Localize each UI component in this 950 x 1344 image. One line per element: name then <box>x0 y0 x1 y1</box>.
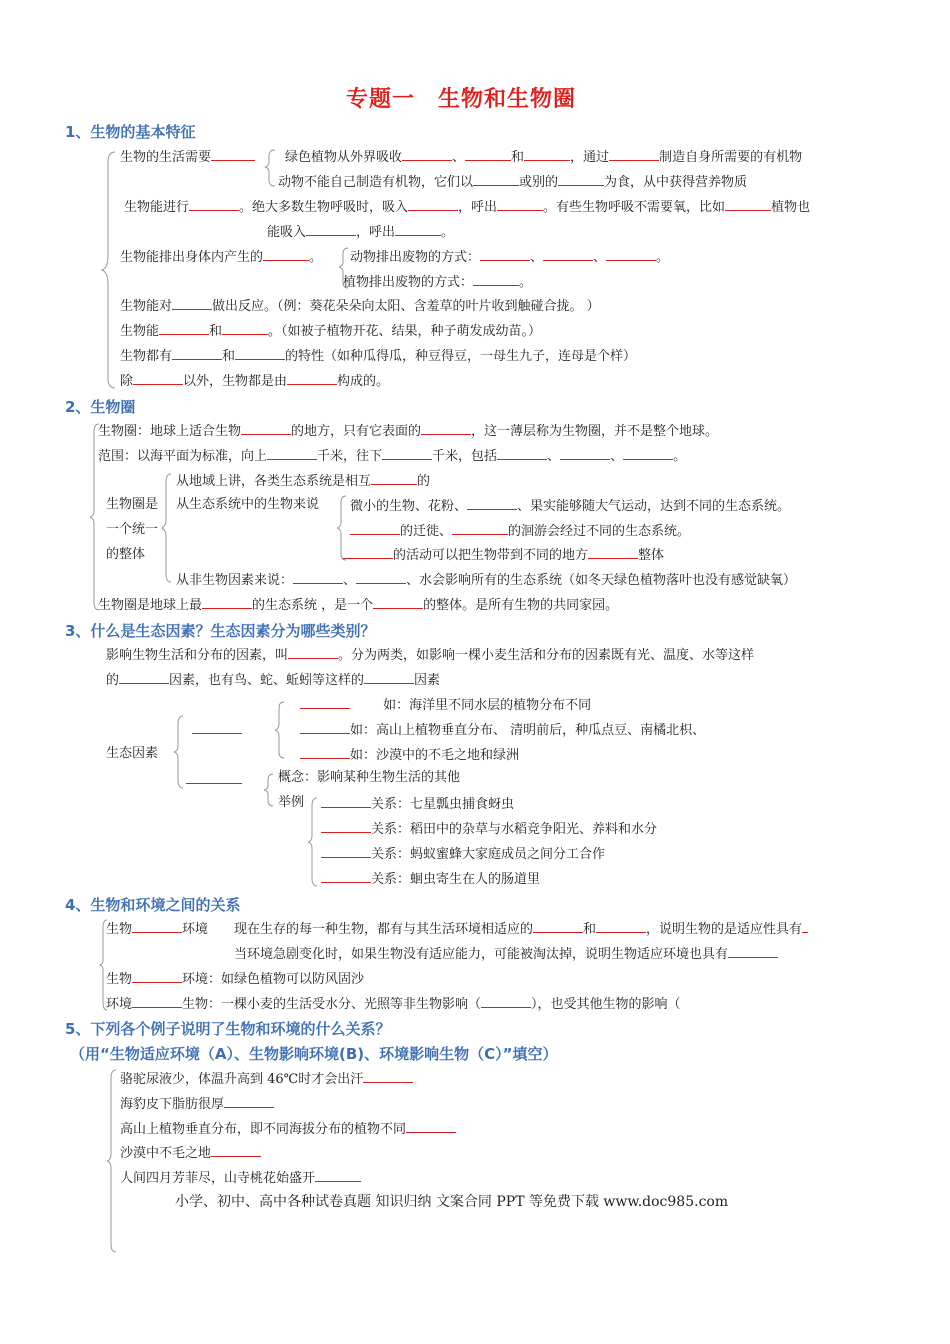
blank[interactable] <box>588 545 638 559</box>
s5-item-5: 人间四月芳菲尽，山寺桃花始盛开 <box>120 1168 361 1188</box>
blank[interactable] <box>321 844 371 858</box>
blank[interactable] <box>382 446 432 460</box>
blank[interactable] <box>241 421 291 435</box>
blank[interactable] <box>211 147 255 161</box>
section-4-heading: 4、生物和环境之间的关系 <box>65 896 241 914</box>
blank[interactable] <box>356 570 406 584</box>
blank[interactable] <box>159 321 209 335</box>
s2-line9: 生物圈是地球上最 的生态系统 ，是一个 的整体。是所有生物的共同家园。 <box>98 595 618 615</box>
s3-e1: 关系：七星瓢虫捕食蚜虫 <box>321 794 514 814</box>
s4-line4: 环境 生物：一棵小麦的生活受水分、光照等非生物影响（ ），也受其他生物的影响（ <box>106 994 681 1014</box>
blank[interactable] <box>267 446 317 460</box>
s3-abiotic-blank <box>192 720 242 740</box>
brace-s5 <box>105 1068 119 1254</box>
blank[interactable] <box>172 346 222 360</box>
s4-line1-left: 生物 环境 <box>106 919 208 939</box>
blank[interactable] <box>467 496 517 510</box>
blank[interactable] <box>300 695 350 709</box>
blank[interactable] <box>189 197 239 211</box>
blank[interactable] <box>293 570 343 584</box>
blank[interactable] <box>395 222 441 236</box>
s2-r4: 的迁徙、 的洄游会经过不同的生态系统。 <box>350 521 690 541</box>
s2-line1: 生物圈：地球上适合生物 的地方，只有它表面的 ，这一薄层称为生物圈，并不是整个地球。 <box>98 421 718 441</box>
blank[interactable] <box>133 371 183 385</box>
blank[interactable] <box>132 969 182 983</box>
s3-e3: 关系：蚂蚁蜜蜂大家庭成员之间分工合作 <box>321 844 605 864</box>
blank[interactable] <box>315 1168 361 1182</box>
s5-item-4: 沙漠中不毛之地 <box>120 1143 261 1163</box>
s4-line1-right: 现在生存的每一种生物，都有与其生活环境相适应的 和 ，说明生物的是适应性具有 <box>234 919 808 939</box>
section-5-subheading: （用“生物适应环境（A）、生物影响环境(B)、环境影响生物（C）”填空） <box>70 1045 558 1063</box>
blank[interactable] <box>186 770 242 784</box>
blank[interactable] <box>421 421 471 435</box>
blank[interactable] <box>596 919 646 933</box>
s3-line2: 的 因素，也有鸟、蛇、蚯蚓等这样的 因素 <box>106 670 440 690</box>
blank[interactable] <box>802 919 808 933</box>
section-5-heading: 5、下列各个例子说明了生物和环境的什么关系？ <box>65 1020 391 1038</box>
s1-line7: 生物能对 做出反应。（例：葵花朵朵向太阳、含羞草的叶片收到触碰合拢。 ） <box>120 296 600 316</box>
blank[interactable] <box>119 670 169 684</box>
blank[interactable] <box>321 869 371 883</box>
brace-s3-biotic <box>262 772 276 808</box>
s3-a3: 如：沙漠中的不毛之地和绿洲 <box>300 745 519 765</box>
s1-line6: 植物排出废物的方式： 。 <box>343 272 532 292</box>
blank[interactable] <box>300 745 350 759</box>
s1-line10: 除 以外，生物都是由 构成的。 <box>120 371 389 391</box>
blank[interactable] <box>132 919 182 933</box>
blank[interactable] <box>533 919 583 933</box>
page-title: 专题一 生物和生物圈 <box>346 86 577 112</box>
s3-biotic-blank <box>186 770 242 790</box>
blank[interactable] <box>350 521 400 535</box>
blank[interactable] <box>132 994 182 1008</box>
blank[interactable] <box>192 720 242 734</box>
s3-example: 举例 <box>278 795 305 810</box>
blank[interactable] <box>497 446 547 460</box>
brace-s1-needs <box>263 148 279 188</box>
s1-line5-right: 动物排出废物的方式： 、 、 。 <box>350 247 669 267</box>
blank[interactable] <box>725 197 771 211</box>
s2-line2: 范围：以海平面为标准，向上 千米，往下 千米，包括 、 、 。 <box>98 446 686 466</box>
s2-r1: 从地域上讲，各类生态系统是相互 的 <box>176 471 430 491</box>
s2-whole-1: 生物圈是 <box>106 497 159 512</box>
brace-s1 <box>100 150 120 390</box>
blank[interactable] <box>321 819 371 833</box>
blank[interactable] <box>481 994 531 1008</box>
blank[interactable] <box>224 1094 274 1108</box>
blank[interactable] <box>373 595 423 609</box>
s1-line1-right: 绿色植物从外界吸收 、 和 ，通过 制造自身所需要的有机物 <box>285 147 802 167</box>
brace-s3-factor <box>172 714 186 790</box>
blank[interactable] <box>321 794 371 808</box>
blank[interactable] <box>343 545 393 559</box>
section-1-heading: 1、生物的基本特征 <box>65 123 196 141</box>
blank[interactable] <box>300 720 350 734</box>
blank[interactable] <box>465 147 511 161</box>
s1-line8: 生物能 和 。（如被子植物开花、结果，种子萌发成幼苗。） <box>120 321 541 341</box>
blank[interactable] <box>524 147 570 161</box>
blank[interactable] <box>172 296 212 310</box>
blank[interactable] <box>363 1069 413 1083</box>
blank[interactable] <box>211 1143 261 1157</box>
s2-whole-2: 一个统一 <box>106 522 159 537</box>
s4-line3: 生物 环境：如绿色植物可以防风固沙 <box>106 969 364 989</box>
blank[interactable] <box>497 197 543 211</box>
s3-e2: 关系：稻田中的杂草与水稻竞争阳光、养料和水分 <box>321 819 657 839</box>
blank[interactable] <box>222 321 268 335</box>
s3-a1: 如：海洋里不同水层的植物分布不同 <box>300 695 591 715</box>
blank[interactable] <box>287 371 337 385</box>
section-2-heading: 2、生物圈 <box>65 398 136 416</box>
s4-line2: 当环境急剧变化时，如果生物没有适应能力，可能被淘汰掉，说明生物适应环境也具有 <box>234 944 778 964</box>
s5-item-2: 海豹皮下脂肪很厚 <box>120 1094 274 1114</box>
blank[interactable] <box>364 670 414 684</box>
blank[interactable] <box>473 172 519 186</box>
s5-item-3: 高山上植物垂直分布，即不同海拔分布的植物不同 <box>120 1119 456 1139</box>
s3-line1: 影响生物生活和分布的因素，叫 。分为两类，如影响一棵小麦生活和分布的因素既有光、温度、水等这样 <box>106 645 754 665</box>
brace-s3-abiotic <box>273 700 287 760</box>
blank[interactable] <box>623 446 673 460</box>
blank[interactable] <box>452 521 508 535</box>
section-3-heading: 3、什么是生态因素？生态因素分为哪些类别？ <box>65 622 376 640</box>
blank[interactable] <box>543 247 593 261</box>
blank[interactable] <box>263 247 309 261</box>
s1-line5: 生物能排出身体内产生的 。 <box>120 247 322 267</box>
s2-r2: 从生态系统中的生物来说 <box>176 497 320 512</box>
footer-text: 小学、初中、高中各种试卷真题 知识归纳 文案合同 PPT 等免费下载 www.doc985.com <box>175 1194 729 1210</box>
s1-line9: 生物都有 和 的特性（如种瓜得瓜，种豆得豆，一母生九子，连母是个样） <box>120 346 636 366</box>
s1-line4: 能吸入 ，呼出 。 <box>267 222 454 242</box>
blank[interactable] <box>480 247 530 261</box>
s2-r5: 的活动可以把生物带到不同的地方 整体 <box>343 545 664 565</box>
s1-line1: 生物的生活需要 <box>120 147 255 167</box>
s1-line2: 动物不能自己制造有机物，它们以 或别的 为食，从中获得营养物质 <box>278 172 747 192</box>
s3-factor: 生态因素 <box>106 746 159 761</box>
blank[interactable] <box>728 944 778 958</box>
blank[interactable] <box>408 197 458 211</box>
brace-s3-examples <box>306 796 320 888</box>
blank[interactable] <box>558 172 604 186</box>
s2-r6: 从非生物因素来说： 、 、水会影响所有的生态系统（如冬天绿色植物落叶也没有感觉缺氧） <box>176 570 796 590</box>
blank[interactable] <box>288 645 338 659</box>
s2-whole-3: 的整体 <box>106 547 146 562</box>
s3-a2: 如：高山上植物垂直分布、 清明前后，种瓜点豆、南橘北枳、 <box>300 720 705 740</box>
blank[interactable] <box>202 595 252 609</box>
s5-item-1: 骆驼尿液少，体温升高到 46℃时才会出汗 <box>120 1069 413 1089</box>
blank[interactable] <box>560 446 610 460</box>
blank[interactable] <box>402 147 452 161</box>
blank[interactable] <box>473 272 519 286</box>
brace-s2-whole <box>160 472 174 584</box>
s3-e4: 关系：蛔虫寄生在人的肠道里 <box>321 869 540 889</box>
blank[interactable] <box>406 1119 456 1133</box>
blank[interactable] <box>606 247 656 261</box>
s1-line3: 生物能进行 。绝大多数生物呼吸时，吸入 ，呼出 。有些生物呼吸不需要氧，比如 植物也 <box>124 197 810 217</box>
s3-concept: 概念：影响某种生物生活的其他 <box>278 770 461 785</box>
blank[interactable] <box>609 147 659 161</box>
blank[interactable] <box>306 222 356 236</box>
blank[interactable] <box>371 471 417 485</box>
blank[interactable] <box>235 346 285 360</box>
s2-r3: 微小的生物、花粉、 、果实能够随大气运动，达到不同的生态系统。 <box>350 496 790 516</box>
